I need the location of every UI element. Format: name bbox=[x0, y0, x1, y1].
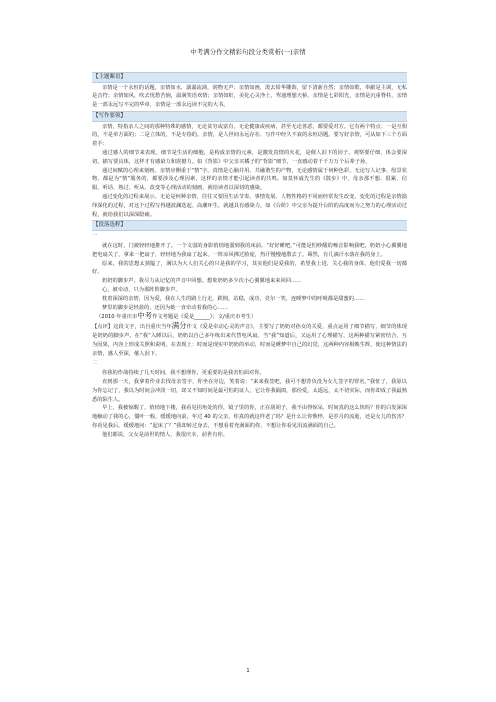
section-number: 二 bbox=[92, 360, 98, 367]
section-header-technique: 【写作要领】 bbox=[92, 111, 407, 122]
paragraph: 他们都说，父女是前世的情人，我很庆幸，前世有你。 bbox=[102, 431, 228, 438]
section-header-selection: 【段落选粹】 bbox=[92, 220, 407, 231]
paragraph: 梦里的脚步是轻盈的，还因为她一直牵动着我的心…… bbox=[102, 304, 228, 311]
paragraph: 亲情，特指亲人之间的那种特殊的感情，无论贫穷或富有，无论健康或疾病，甚至无论善恶，都要爱对方。它有两个特点：一是互相的，不是单方面的；二是立体的，不是专指的。亲情，是人世间永远存在、写作中经久不衰的永恒话题。要写好亲情，可从如下三个方面着手： bbox=[92, 123, 407, 148]
paragraph: 就在这时，门被轻轻地推开了。一个文弱的身影悄悄地溜到我的床前。“好好睡吧。”可能是怕吵醒的噪音影响我吧，奶奶小心翼翼地把电扇关了，拿来一把扇子，轻轻地为我扇了起来。一阵凉风拂过脸庞，热汗慢慢地散去了。蓦然，有几滴汗水落在我的身上。 bbox=[92, 242, 407, 258]
paragraph: 通过间赋的心理来刻画。亲情应侧重于“情”字。真情是心脑并用、共融谐生的产物，无论感情属于何种色彩，无论写人记事、绘景状物，都是为“情”服务的，都要涉及心理因素，这样的亲情才能引起读者的共鸣。如莫怀戚先生的《散步》中，母亲那不想、很累、信服、听话、熟过、听从、改变等心理活动的刻画，就给读者以深切的感染。 bbox=[92, 167, 407, 192]
document-body bbox=[92, 71, 407, 440]
paragraph: 你我的作战持续了几天时间，我不想理你，更重要的是我害怕面对你。 bbox=[102, 370, 265, 377]
comment-prefix: 【点评】这段文字，出自重庆当年 bbox=[92, 324, 172, 331]
paragraph: 枕着深深的亲情，因为爱，我在人生的路上行走，跌倒，站稳，成功，竞尔一笑，连睡梦中的呼吸都是甜蜜的…… bbox=[102, 295, 365, 302]
citation-suffix: 作文考题是《爱是______》；文/重庆市考生） bbox=[152, 314, 257, 321]
comment-emphasis: 满分 bbox=[171, 321, 187, 331]
paragraph: 通过变化的过程来展示。无论是何种亲情，往往又要因生活节奏、事情发展、人物性格的不同而经常发生改变，变化的过程是亲情演绎深化的过程，对这个过程写得越波澜迭起、高潮环生，就越具有感染力。如《台阶》中父亲为提升台阶的高度而为之努力的心理活动过程，就给我们以深深隐痛。 bbox=[92, 193, 407, 218]
paragraph: 心，被牵动，只为那阵阵脚步声。 bbox=[102, 286, 181, 293]
paragraph: 奶奶的脚步声，我尽力从记忆的声音中回想。想象奶奶多少次小心翼翼地来来回回…… bbox=[102, 278, 302, 285]
comment-suffix: 作文《爱是牵动心灵的声音》，主要写了奶奶对孙女的关爱，重点运用了细节描写，细节的体现是奶奶的脚步声。在“我”入睡以后，奶奶以自己多年练出来代替电风扇。当“我”知道后，又运用了心理描写，这两种描写紧密结合，互为因果，内容上形成关照和说明。在表现上：时而是现实中奶奶的举动，时而是睡梦中自己的幻觉，这两种内容相映生辉，使这种情法的亲情，感人至深，催人泪下。 bbox=[92, 324, 407, 357]
section-number: 一 bbox=[92, 232, 98, 239]
paragraph: 原来，我的思想太狭隘了，满以为大人们关心的只是我的学习，其实他们是爱我的，希望我上进，关心我的身体，他们爱我一切都好。 bbox=[92, 260, 407, 276]
paragraph: 通过感人的细节来表现。细节是生活的细胞，是构成亲情的元素，是激发真情的火花，是催人泪下的因子。观察要仔细，体会要深切，描写要具体，这样才有感染力和震撼力。如《背影》中父亲买橘子的“背影”细节，一直感动着千千万万个后辈子孙。 bbox=[92, 149, 407, 165]
page-number: 1 bbox=[246, 668, 250, 674]
document-title: 中考满分作文精彩句段分类赏析(一)亲情 bbox=[190, 48, 306, 56]
paragraph: 早上，我被惊醒了，悄悄地下楼，我看见拐角处的你，镜子里的你，正在刮胡子，我不由得惊呆，时间真的这么快吗？你的白发深深地触动了我的心，僵叶一般，缓缓地向前，年过 40 的父亲，你真的就这样老了吗？是什么让你憔悴，是岁月的流逝，还是女儿的伤害？你看见我后，缓缓地问：“起床了？”我却转过身去，不想看着充满面的你，不想让你看见泪流满面的自己。 bbox=[92, 405, 407, 430]
citation-prefix: （2010 年重庆市 bbox=[96, 314, 138, 321]
comment-paragraph bbox=[92, 322, 407, 358]
section-header-theme: 【主题絮语】 bbox=[92, 72, 407, 83]
paragraph: 直到那一天，我拿着作业去找母亲签字，你坐在旁边，笑着说：“来来我签吧，我可不想背负没为女儿签字的罪名。”我怔了，我原以为你忘记了，我以为时间会冲淡一切，却又不知时间是最可怕的证人，它让你我隔阂，那份爱，太遥远，太不切实际，而你却成了我最熟悉的陌生人。 bbox=[92, 379, 407, 403]
citation-emphasis: 中考 bbox=[137, 311, 153, 321]
paragraph: 亲情是一个永恒的话题。亲情如水，潺潺流淌，润物无声；亲情如画，泼去铅华雕饰，留下清新自然；亲情如歌，奉献是主调，无私是音符；亲情如风，吹去忧愁苦恼，溢满笑语欢情；亲情如虹，美化心灵净土，驾通理想天桥。亲情是七彩阳光，亲情是沉重脊柱，亲情是一部永远写不完的华章，亲情是一部永远读不完的大书。 bbox=[92, 84, 407, 109]
citation bbox=[92, 312, 407, 322]
